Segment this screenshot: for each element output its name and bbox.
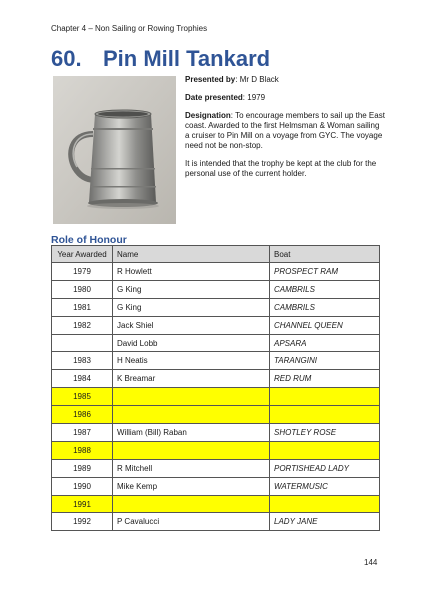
cell-year: 1982 <box>52 316 113 334</box>
table-row <box>52 352 380 370</box>
table-row <box>52 406 380 424</box>
trophy-number: 60. <box>51 46 82 71</box>
cell-name: R Howlett <box>113 263 270 281</box>
cell-boat: RED RUM <box>270 370 380 388</box>
cell-boat: CHANNEL QUEEN <box>270 316 380 334</box>
table-row <box>52 334 380 352</box>
cell-name <box>113 406 270 424</box>
cell-year: 1989 <box>52 459 113 477</box>
cell-name: G King <box>113 298 270 316</box>
table-row <box>52 459 380 477</box>
column-header-name: Name <box>113 246 270 263</box>
table-row <box>52 495 380 513</box>
cell-year: 1992 <box>52 513 113 531</box>
cell-name: P Cavalucci <box>113 513 270 531</box>
page-title <box>51 44 270 74</box>
cell-boat: SHOTLEY ROSE <box>270 424 380 442</box>
table-row <box>52 424 380 442</box>
cell-boat: CAMBRILS <box>270 280 380 298</box>
cell-name: H Neatis <box>113 352 270 370</box>
cell-boat: CAMBRILS <box>270 298 380 316</box>
table-row <box>52 477 380 495</box>
cell-name: G King <box>113 280 270 298</box>
page-number: 144 <box>364 558 378 567</box>
presented-by: Presented by: Mr D Black <box>185 75 279 84</box>
designation: Designation: To encourage members to sail up the East coast. Awarded to the first Helmsman & Woman sailing a cruiser to Pin Mill on a voyage from GYC. The voyage need not be non-stop. <box>185 111 385 150</box>
column-header-year: Year Awarded <box>52 246 113 263</box>
cell-name: David Lobb <box>113 334 270 352</box>
cell-boat: LADY JANE <box>270 513 380 531</box>
cell-year: 1990 <box>52 477 113 495</box>
custody-note: It is intended that the trophy be kept at the club for the personal use of the current holder. <box>185 159 377 178</box>
table-row <box>52 388 380 406</box>
roll-of-honour-table <box>51 245 380 531</box>
cell-name: Jack Shiel <box>113 316 270 334</box>
cell-name: K Breamar <box>113 370 270 388</box>
cell-year: 1988 <box>52 441 113 459</box>
trophy-details <box>185 75 385 187</box>
cell-boat <box>270 406 380 424</box>
date-presented: Date presented: 1979 <box>185 93 266 102</box>
table-row <box>52 513 380 531</box>
cell-name: William (Bill) Raban <box>113 424 270 442</box>
tankard-icon <box>53 76 176 224</box>
cell-boat <box>270 495 380 513</box>
table-row <box>52 298 380 316</box>
cell-name <box>113 495 270 513</box>
cell-boat: TARANGINI <box>270 352 380 370</box>
cell-boat: PORTISHEAD LADY <box>270 459 380 477</box>
cell-year: 1984 <box>52 370 113 388</box>
cell-year: 1991 <box>52 495 113 513</box>
cell-boat: APSARA <box>270 334 380 352</box>
cell-name: Mike Kemp <box>113 477 270 495</box>
roll-of-honour-heading: Role of Honour <box>51 234 127 246</box>
cell-boat: PROSPECT RAM <box>270 263 380 281</box>
cell-year: 1981 <box>52 298 113 316</box>
cell-year <box>52 334 113 352</box>
chapter-header: Chapter 4 – Non Sailing or Rowing Trophies <box>51 24 208 33</box>
tankard-photo <box>53 76 176 224</box>
cell-year: 1980 <box>52 280 113 298</box>
cell-boat: WATERMUSIC <box>270 477 380 495</box>
cell-year: 1985 <box>52 388 113 406</box>
trophy-name: Pin Mill Tankard <box>103 46 271 71</box>
table-row <box>52 316 380 334</box>
cell-name: R Mitchell <box>113 459 270 477</box>
table-row <box>52 370 380 388</box>
cell-boat <box>270 441 380 459</box>
cell-name <box>113 388 270 406</box>
cell-year: 1979 <box>52 263 113 281</box>
cell-year: 1983 <box>52 352 113 370</box>
table-row <box>52 280 380 298</box>
cell-name <box>113 441 270 459</box>
column-header-boat: Boat <box>270 246 380 263</box>
table-row <box>52 441 380 459</box>
cell-year: 1986 <box>52 406 113 424</box>
table-row <box>52 263 380 281</box>
cell-boat <box>270 388 380 406</box>
table-header-row <box>52 246 380 263</box>
cell-year: 1987 <box>52 424 113 442</box>
